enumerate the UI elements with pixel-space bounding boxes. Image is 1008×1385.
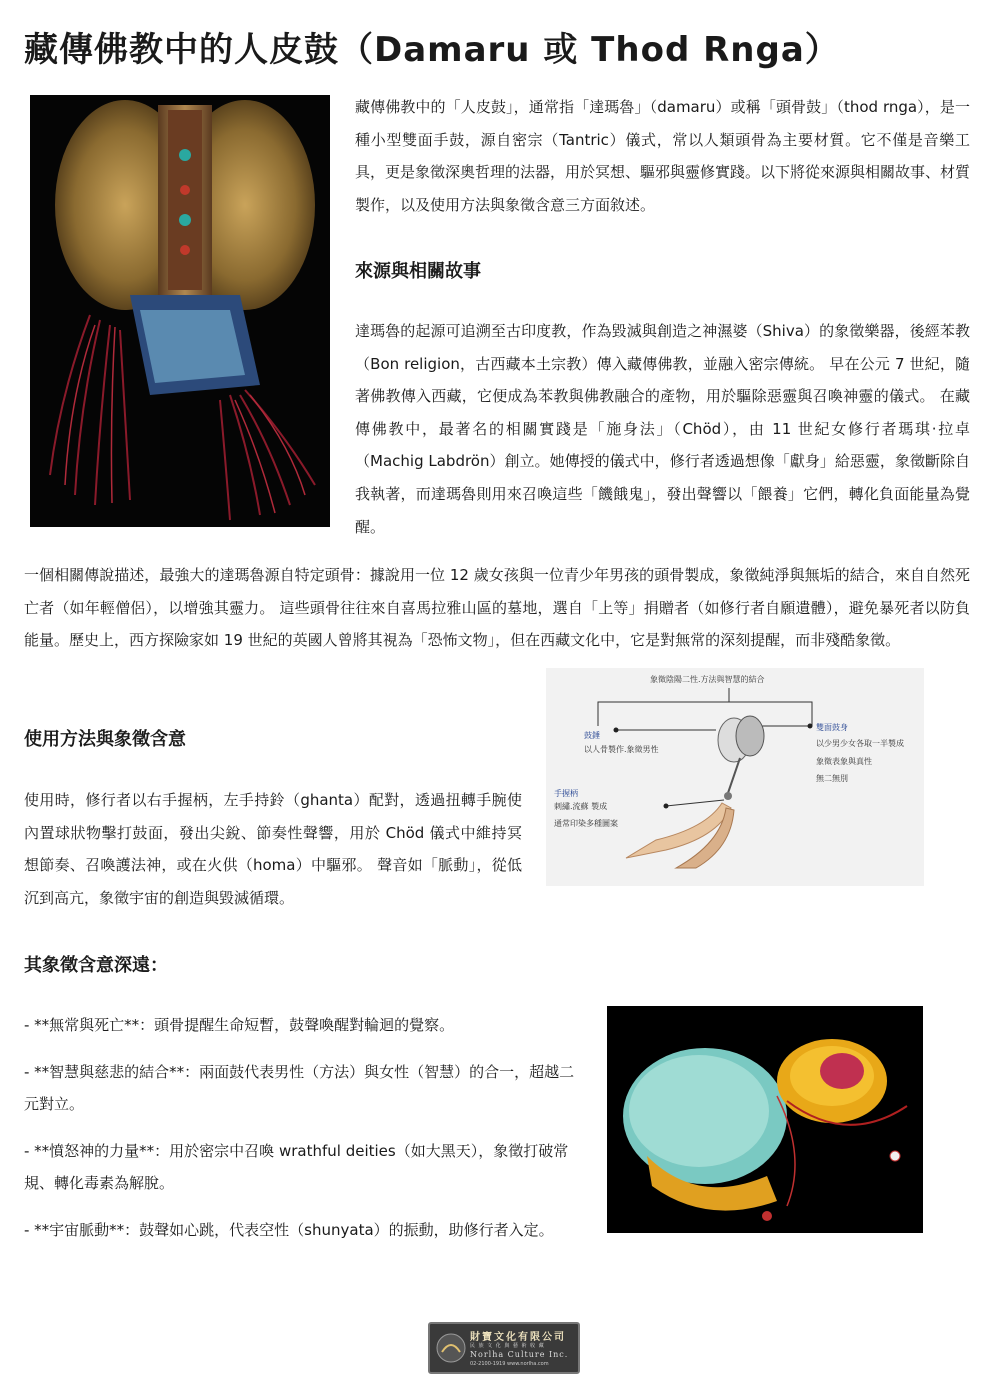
diagram-drum-sub-1: 以少男少女各取一半製成: [816, 739, 904, 748]
damaru-parts-diagram: [546, 668, 924, 886]
logo-company-name: 財寶文化有限公司: [470, 1332, 566, 1343]
diagram-mallet-sub: 以人骨製作.象徵男性: [584, 745, 659, 754]
section-usage-heading: 使用方法與象徵含意: [24, 729, 186, 750]
legend-text-block: [24, 559, 970, 657]
origin-paragraph-2: 一個相關傳說描述，最強大的達瑪魯源自特定頭骨：據說用一位 12 歲女孩與一位青少年男孩的頭骨製成，象徵純淨與無垢的結合，來自自然死亡者（如年輕僧侶），以增強其靈力。 這些頭骨往往來自喜馬拉雅山區的墓地，選自「上等」捐贈者（如修行者自願遺體），避免暴死者以防負能量。歷史上，西方探險家如 19 世紀的英國人曾將其視為「恐怖文物」，但在西藏文化中，它是對無常的深刻提醒，而非殘酷象徵。: [24, 566, 970, 650]
diagram-handle-sub-2: 通常印染多種圖案: [554, 819, 618, 828]
usage-text-block: [24, 784, 522, 914]
bullet-item: - **宇宙脈動**：鼓聲如心跳，代表空性（shunyata）的振動，助修行者入定。: [24, 1220, 554, 1239]
diagram-handle-sub-1: 刺繡.流蘇 製成: [554, 802, 608, 811]
diagram-drum-title: 雙面鼓身: [816, 723, 848, 732]
logo-emblem-icon: [434, 1328, 468, 1368]
bullet-item: - **智慧與慈悲的結合**：兩面鼓代表男性（方法）與女性（智慧）的合一，超越二元對立。: [24, 1062, 575, 1114]
diagram-handle-title: 手握柄: [554, 789, 578, 798]
section-meaning-heading: 其象徵含意深遠：: [24, 955, 168, 976]
intro-text-block: [355, 91, 970, 221]
bullet-item: - **無常與死亡**：頭骨提醒生命短暫，鼓聲喚醒對輪迴的覺察。: [24, 1016, 455, 1034]
intro-paragraph: 藏傳佛教中的「人皮鼓」，通常指「達瑪魯」（damaru）或稱「頭骨鼓」（thod rnga），是一種小型雙面手鼓，源自密宗（Tantric）儀式，常以人類頭骨為主要材質。它不僅是音樂工具，更是象徵深奧哲理的法器，用於冥想、驅邪與靈修實踐。以下將從來源與相關故事、材質製作，以及使用方法與象徵含意三方面敘述。: [355, 98, 971, 214]
diagram-top-label: 象徵陰陽二性.方法與智慧的結合: [650, 675, 765, 684]
diagram-drum-sub-2: 象徵表象與真性: [816, 757, 872, 766]
damaru-photo: [30, 95, 330, 527]
logo-subtitle: 民 族 文 化 與 藝 術 收 藏: [470, 1343, 545, 1349]
origin-paragraph-1: 達瑪魯的起源可追溯至古印度教，作為毀滅與創造之神濕婆（Shiva）的象徵樂器，後經苯教（Bon religion，古西藏本土宗教）傳入藏傳佛教，並融入密宗傳統。 早在公元 7 世紀，隨著佛教傳入西藏，它便成為苯教與佛教融合的產物，用於驅除惡靈與召喚神靈的儀式。 在藏傳佛教中，最著名的相關實踐是「施身法」（Chöd），由 11 世紀女修行者瑪琪·拉卓（Machig Labdrön）創立。她傳授的儀式中，修行者透過想像「獻身」給惡靈，象徵斷除自我執著，而達瑪魯則用來召喚這些「饑餓鬼」，發出聲響以「餵養」它們，轉化負面能量為覺醒。: [355, 322, 970, 536]
usage-paragraph: 使用時，修行者以右手握柄，左手持鈴（ghanta）配對，透過扭轉手腕使內置球狀物擊打鼓面，發出尖銳、節奏性聲響，用於 Chöd 儀式中維持冥想節奏、召喚護法神，或在火供（homa）中驅邪。 聲音如「脈動」，從低沉到高亢，象徵宇宙的創造與毀滅循環。: [24, 791, 522, 907]
logo-contact: 02-2100-1919 www.norlha.com: [470, 1361, 549, 1367]
diagram-mallet-title: 鼓錘: [584, 731, 600, 740]
diagram-drum-sub-3: 無二無別: [816, 774, 848, 783]
logo-english-name: Norlha Culture Inc.: [470, 1350, 569, 1359]
section-origin-heading: 來源與相關故事: [355, 261, 481, 282]
meaning-bullets: [24, 1009, 579, 1247]
origin-text-block: [355, 315, 970, 543]
bullet-item: - **憤怒神的力量**：用於密宗中召喚 wrathful deities（如大黑天），象徵打破常規、轉化毒素為解脫。: [24, 1141, 569, 1193]
damaru-turquoise-photo: [607, 1006, 923, 1233]
company-logo: [428, 1322, 580, 1374]
page-title: 藏傳佛教中的人皮鼓（Damaru 或 Thod Rnga）: [24, 30, 840, 70]
